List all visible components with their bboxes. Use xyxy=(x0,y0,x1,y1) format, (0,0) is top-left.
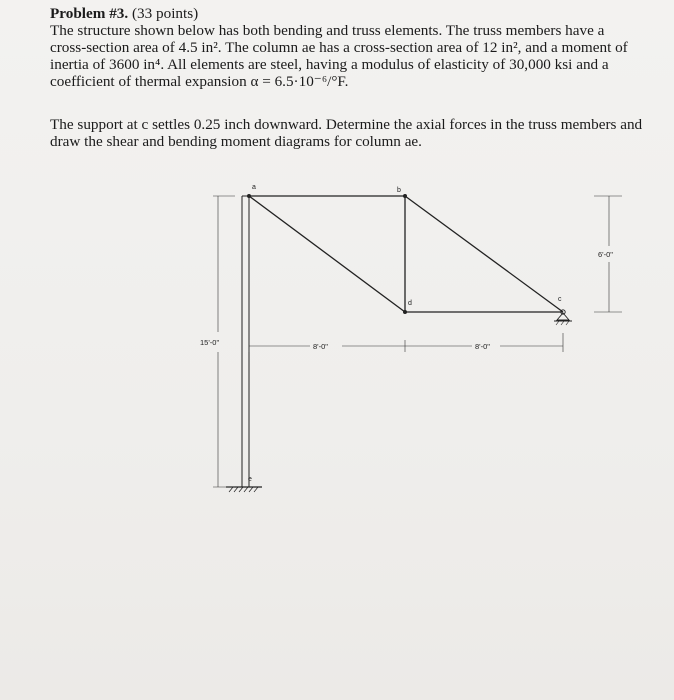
problem-line-2: cross-section area of 4.5 in². The column ae has a cross-section area of 12 in², and a moment of xyxy=(50,39,628,56)
problem-line-4: coefficient of thermal expansion α = 6.5·10⁻⁶/°F. xyxy=(50,73,349,90)
problem-title: Problem #3. xyxy=(50,5,129,22)
joint-a xyxy=(247,194,251,198)
problem-line-1: The structure shown below has both bending and truss elements. The truss members have a xyxy=(50,22,605,39)
joint-b xyxy=(403,194,407,198)
member-bc xyxy=(405,196,563,312)
fixed-support-e xyxy=(226,487,262,492)
support-line-2: draw the shear and bending moment diagrams for column ae. xyxy=(50,133,422,150)
label-a: a xyxy=(252,184,256,191)
label-e: e xyxy=(248,476,252,483)
dimension-horizontal xyxy=(249,333,563,352)
support-line-1: The support at c settles 0.25 inch downward. Determine the axial forces in the truss members and xyxy=(50,116,643,133)
dimension-label-span-2: 8'-0" xyxy=(475,342,490,351)
label-b: b xyxy=(397,187,401,194)
dimension-label-span-1: 8'-0" xyxy=(313,342,328,351)
label-c: c xyxy=(558,296,562,303)
label-d: d xyxy=(408,300,412,307)
problem-points: (33 points) xyxy=(131,5,199,22)
member-ad xyxy=(249,196,405,312)
dimension-label-15ft: 15'-0" xyxy=(200,338,220,347)
joint-d xyxy=(403,310,407,314)
dimension-label-6ft: 6'-0" xyxy=(598,250,613,259)
problem-line-3: inertia of 3600 in⁴. All elements are steel, having a modulus of elasticity of 30,000 ksi and a xyxy=(50,56,609,73)
